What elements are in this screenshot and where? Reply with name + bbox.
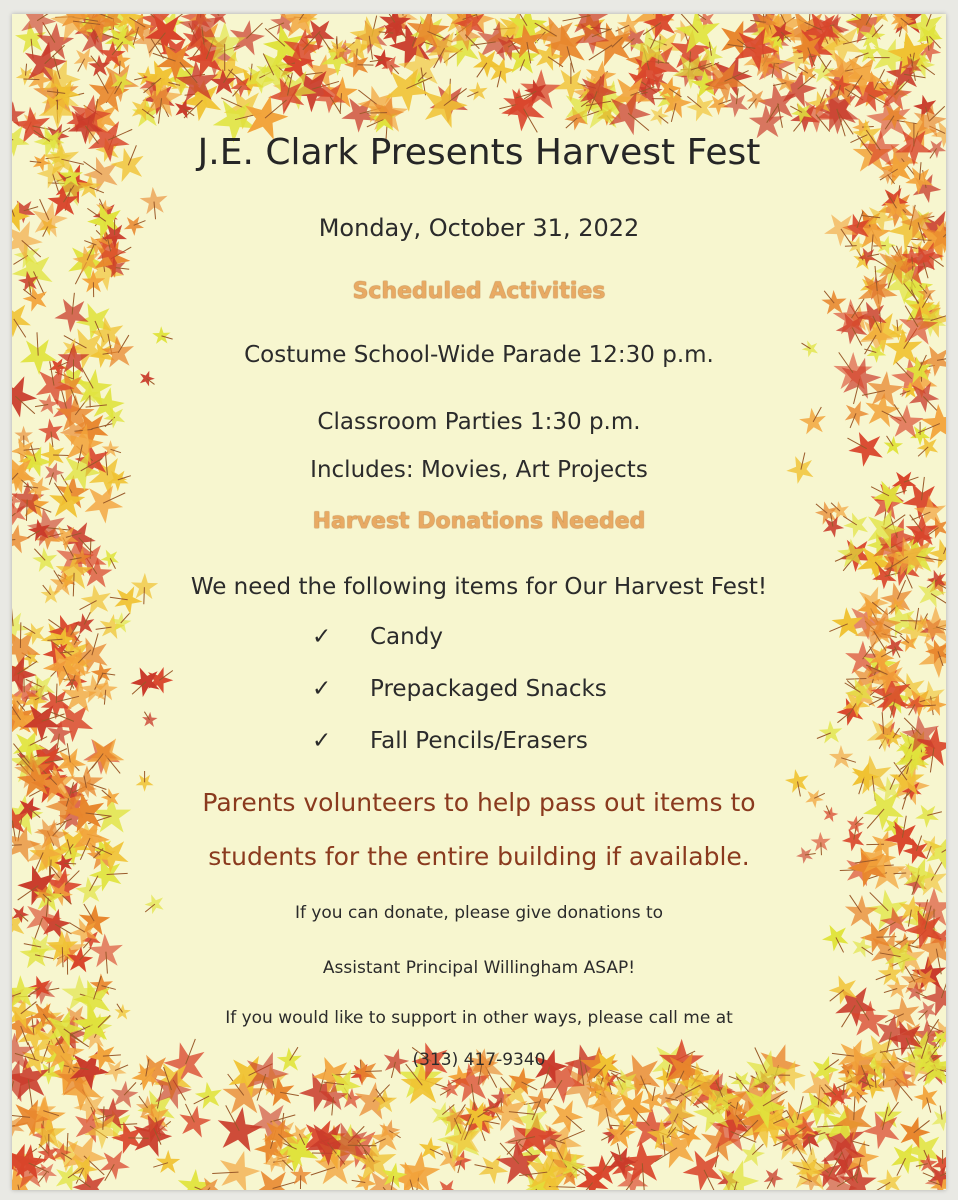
flyer-page (12, 14, 946, 1190)
list-item (312, 728, 588, 754)
phone-number: (313) 417-9340 (412, 1050, 546, 1070)
donate-line: If you can donate, please give donations to (294, 903, 664, 923)
leaf-icon (818, 919, 856, 959)
leaf-icon (25, 540, 63, 578)
item-label: Prepackaged Snacks (370, 676, 607, 702)
leaf-icon (430, 1174, 462, 1190)
leaf-icon (860, 1102, 906, 1153)
list-item (312, 676, 607, 702)
volunteer-line: Parents volunteers to help pass out items to (202, 788, 756, 817)
leaf-icon (187, 1077, 228, 1116)
donations-heading: Harvest Donations Needed (312, 509, 646, 534)
activity-parties: Classroom Parties 1:30 p.m. (317, 409, 641, 435)
activity-parade: Costume School-Wide Parade 12:30 p.m. (244, 342, 714, 368)
event-date: Monday, October 31, 2022 (318, 214, 640, 242)
activity-includes: Includes: Movies, Art Projects (310, 457, 648, 483)
list-item (312, 624, 443, 650)
leaf-icon (911, 1082, 942, 1116)
check-icon: ✓ (312, 624, 332, 650)
leaf-icon (758, 1163, 787, 1190)
check-icon: ✓ (312, 676, 332, 702)
leaf-icon (290, 1164, 312, 1189)
item-label: Fall Pencils/Erasers (370, 728, 588, 754)
leaf-icon (463, 79, 491, 106)
support-line: If you would like to support in other ways, please call me at (225, 1008, 733, 1028)
donate-line: Assistant Principal Willingham ASAP! (322, 958, 636, 978)
activities-heading: Scheduled Activities (352, 279, 606, 304)
leaf-icon (135, 367, 159, 390)
check-icon: ✓ (312, 728, 332, 754)
flyer-title: J.E. Clark Presents Harvest Fest (197, 132, 761, 173)
leaf-icon (471, 1150, 511, 1186)
item-label: Candy (370, 624, 443, 650)
leaf-icon (138, 708, 161, 732)
volunteer-line: students for the entire building if available. (208, 842, 750, 871)
need-line: We need the following items for Our Harvest Fest! (190, 574, 768, 600)
leaf-icon (870, 1164, 908, 1190)
leaf-icon (97, 545, 123, 573)
leaf-icon (929, 1104, 946, 1133)
leaf-icon (211, 1150, 261, 1190)
leaf-icon (812, 717, 846, 749)
